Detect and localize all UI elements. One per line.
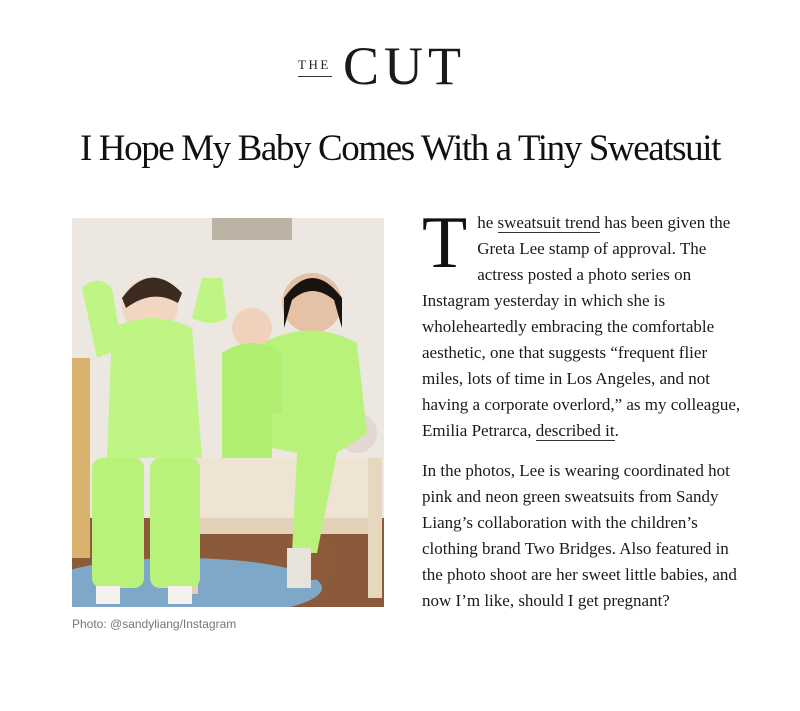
photo-caption: Photo: @sandyliang/Instagram bbox=[72, 617, 237, 631]
drop-cap: T bbox=[422, 202, 468, 284]
paragraph-text: . bbox=[614, 421, 619, 440]
paragraph-text: he bbox=[477, 213, 498, 232]
article-body bbox=[422, 202, 742, 614]
photo-illustration bbox=[72, 218, 384, 607]
masthead-logo[interactable]: CUT bbox=[343, 36, 466, 96]
article-headline: I Hope My Baby Comes With a Tiny Sweatsuit bbox=[80, 128, 720, 169]
described-it-link[interactable]: described it bbox=[535, 421, 615, 440]
masthead-rule bbox=[298, 76, 332, 77]
article-photo[interactable] bbox=[72, 218, 384, 607]
article-paragraph-1 bbox=[422, 202, 742, 444]
masthead bbox=[0, 36, 800, 96]
masthead-the: THE bbox=[298, 57, 331, 72]
sweatsuit-trend-link[interactable]: sweatsuit trend bbox=[497, 213, 600, 232]
paragraph-text: has been given the Greta Lee stamp of approval. The actress posted a photo series on Instagram yesterday in which she is wholeheartedly embracing the comfortable aesthetic, one that suggests “frequent flier miles, lots of time in Los Angeles, and not having a corporate overlord,” as my colleague, Emilia Petrarca, bbox=[422, 213, 741, 440]
article-paragraph-2: In the photos, Lee is wearing coordinated hot pink and neon green sweatsuits from Sandy Liang’s collaboration with the children’s clothing brand Two Bridges. Also featured in the photo shoot are her sweet little babies, and now I’m like, should I get pregnant? bbox=[422, 461, 737, 610]
